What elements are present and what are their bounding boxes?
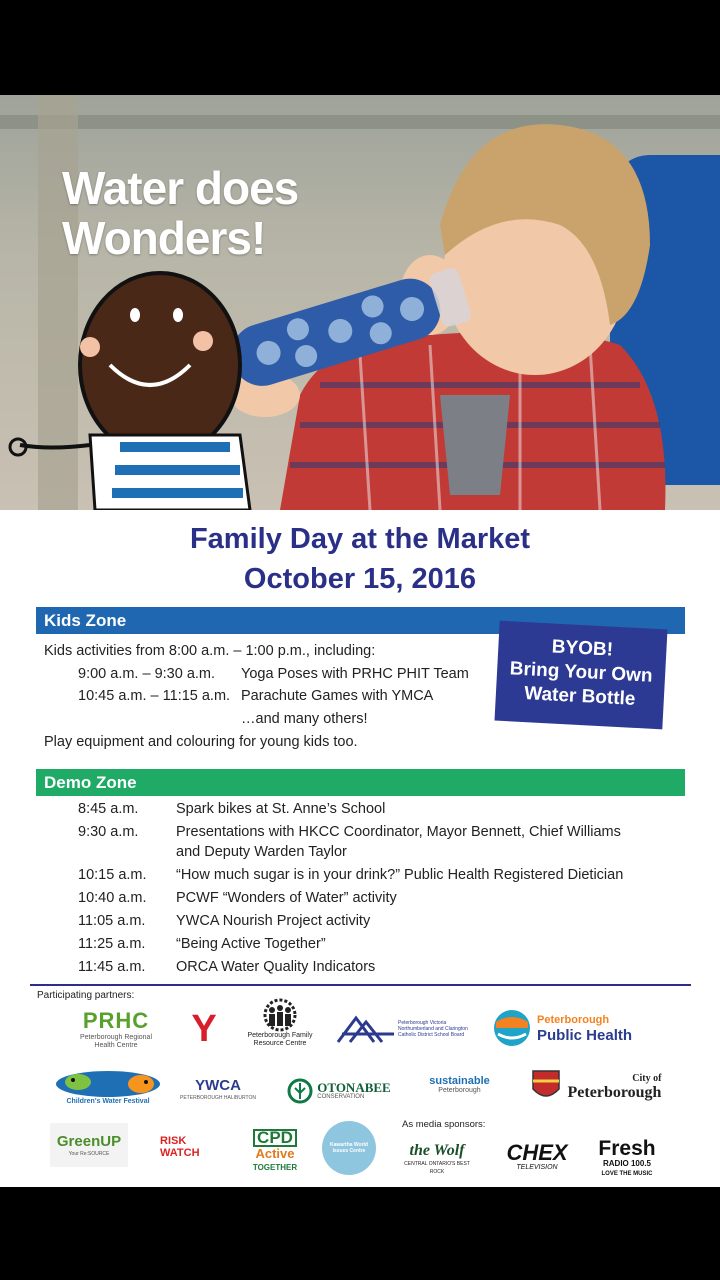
fresh-sub: RADIO 100.5 — [602, 1158, 652, 1168]
headline — [62, 163, 298, 263]
demo-row-time: 10:40 a.m. — [78, 890, 147, 906]
cartoon-child-image — [10, 273, 250, 510]
cwf-name: Children's Water Festival — [66, 1097, 150, 1105]
demo-row-activity: “Being Active Together” — [176, 936, 326, 952]
city-line1: City of — [632, 1073, 662, 1084]
wolf-name: the Wolf — [409, 1142, 465, 1159]
byob-line1: BYOB! — [551, 636, 614, 661]
demo-row-time: 11:25 a.m. — [78, 936, 146, 952]
childrens-water-festival-logo — [52, 1063, 164, 1109]
fresh-sub2: LOVE THE MUSIC — [601, 1170, 653, 1177]
pfrc-logo — [245, 993, 315, 1053]
public-health-line2: Public Health — [537, 1027, 633, 1044]
demo-row-time: 11:45 a.m. — [78, 959, 146, 975]
demo-row-activity: YWCA Nourish Project activity — [176, 913, 371, 929]
demo-row-activity: Spark bikes at St. Anne’s School — [176, 801, 386, 817]
ywca-logo — [178, 1070, 258, 1108]
kids-row-time: 10:45 a.m. – 11:15 a.m. — [78, 688, 231, 704]
demo-row-activity: “How much sugar is in your drink?” Public Health Registered Dietician — [176, 867, 624, 883]
demo-row-time: 8:45 a.m. — [78, 801, 139, 817]
kids-zone-heading: Kids Zone — [36, 607, 685, 634]
wolf-sub: CENTRAL ONTARIO'S BEST ROCK — [404, 1161, 470, 1175]
pfrc-sub: Peterborough Family Resource Centre — [247, 1032, 313, 1047]
sustainable-sub: Peterborough — [438, 1087, 481, 1094]
demo-row-time: 9:30 a.m. — [78, 824, 139, 840]
cpd-active-together-logo — [248, 1121, 302, 1183]
headline-line1: Water does — [62, 162, 299, 214]
demo-row-activity: ORCA Water Quality Indicators — [176, 959, 376, 975]
byob-badge — [494, 621, 667, 730]
divider — [30, 984, 691, 986]
headline-line2: Wonders! — [62, 212, 266, 264]
otonabee-name: OTONABEE — [317, 1079, 391, 1095]
kids-row-time: 9:00 a.m. – 9:30 a.m. — [78, 666, 216, 682]
poster — [0, 95, 720, 1187]
hero-photo — [0, 95, 720, 510]
greenup-logo — [50, 1123, 128, 1167]
kids-zone-more: …and many others! — [241, 711, 368, 727]
otonabee-sub: CONSERVATION — [317, 1093, 365, 1100]
riskwatch-logo — [160, 1127, 218, 1167]
greenup-sub: Your Re:SOURCE — [68, 1150, 110, 1157]
demo-row-activity: Presentations with HKCC Coordinator, Mayor Bennett, Chief Williams — [176, 824, 621, 840]
chex-name: CHEX — [506, 1140, 568, 1165]
kids-illustration — [0, 95, 720, 510]
event-title: Family Day at the Market — [189, 523, 531, 555]
sustainable-peterborough-logo — [412, 1067, 507, 1103]
demo-row-time: 11:05 a.m. — [78, 913, 146, 929]
pvnc-logo — [336, 1010, 476, 1048]
chex-television-logo — [496, 1137, 578, 1177]
otonabee-symbol-icon — [287, 1078, 313, 1104]
greenup-name: GreenUP — [56, 1132, 122, 1150]
public-health-line1: Peterborough — [537, 1014, 610, 1026]
event-date: October 15, 2016 — [243, 563, 477, 595]
otonabee-logo — [280, 1073, 398, 1109]
city-crest-icon — [529, 1067, 563, 1105]
cpd-line2: TOGETHER — [252, 1163, 298, 1172]
pvnc-symbol-icon — [336, 1014, 398, 1044]
ywca-name: YWCA — [195, 1076, 241, 1094]
family-icon — [260, 998, 300, 1032]
riskwatch-line1: RISK — [160, 1135, 187, 1147]
demo-row-time: 10:15 a.m. — [78, 867, 147, 883]
prhc-sub: Peterborough Regional Health Centre — [80, 1034, 152, 1049]
ymca-logo: Y — [191, 1007, 217, 1050]
public-health-logo — [490, 1008, 635, 1048]
pvnc-sub: Peterborough Victoria Northumberland and Clarington Catholic District School Board — [398, 1020, 468, 1038]
kids-row-activity: Parachute Games with YMCA — [241, 688, 434, 704]
media-sponsors-label: As media sponsors: — [402, 1119, 486, 1130]
partners-label: Participating partners: — [37, 990, 135, 1001]
demo-row-activity-cont: and Deputy Warden Taylor — [176, 844, 347, 860]
city-line2: Peterborough — [567, 1084, 662, 1101]
prhc-name: PRHC — [82, 1008, 150, 1033]
fish-icon — [53, 1068, 163, 1098]
kids-zone-footer: Play equipment and colouring for young kids too. — [44, 734, 358, 750]
kawartha-world-issues-logo — [322, 1121, 376, 1175]
kids-row-activity: Yoga Poses with PRHC PHIT Team — [241, 666, 469, 682]
the-wolf-logo — [398, 1137, 476, 1181]
sustainable-name: sustainable — [429, 1075, 490, 1087]
ywca-sub: PETERBOROUGH HALIBURTON — [180, 1094, 256, 1101]
byob-line3: Water Bottle — [523, 683, 636, 710]
fresh-name: Fresh — [598, 1136, 656, 1160]
byob-line2: Bring Your Own — [509, 658, 654, 687]
cpd-line1: Active — [255, 1146, 295, 1161]
prhc-logo — [70, 1005, 162, 1053]
demo-zone-heading: Demo Zone — [36, 769, 685, 796]
public-health-symbol-icon — [490, 1008, 534, 1048]
cpd-name: CPD — [253, 1129, 297, 1147]
demo-row-activity: PCWF “Wonders of Water” activity — [176, 890, 397, 906]
riskwatch-line2: WATCH — [160, 1147, 200, 1159]
city-of-peterborough-logo — [525, 1065, 665, 1107]
kawartha-name: Kawartha World Issues Centre — [330, 1142, 368, 1154]
fresh-radio-logo — [592, 1135, 662, 1181]
kids-zone-intro: Kids activities from 8:00 a.m. – 1:00 p.m., including: — [44, 643, 376, 659]
chex-sub: TELEVISION — [516, 1164, 558, 1171]
